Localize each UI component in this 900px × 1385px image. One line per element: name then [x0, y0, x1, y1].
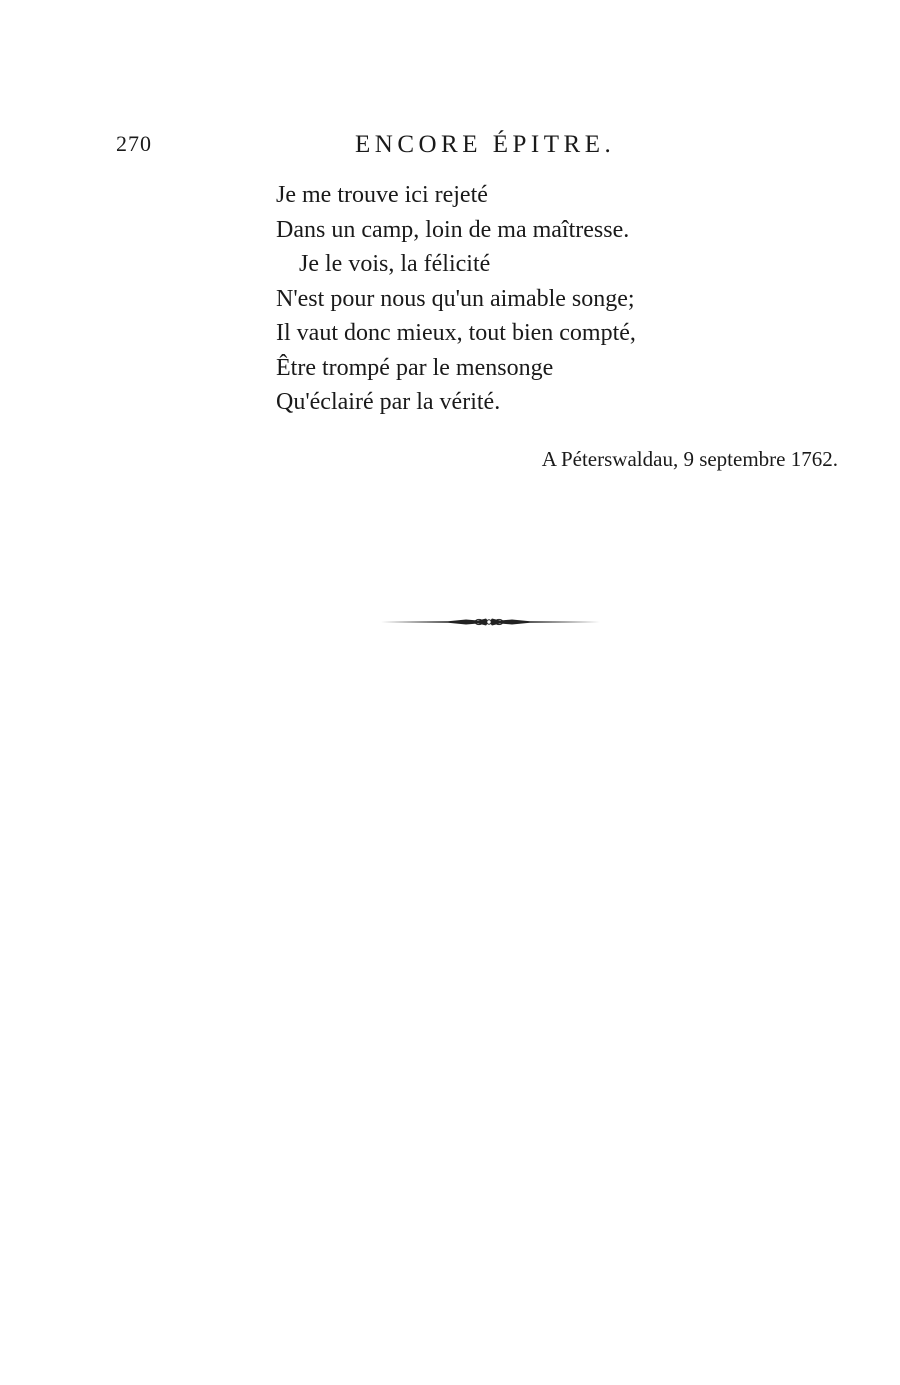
poem-line: Dans un camp, loin de ma maîtresse.: [276, 216, 630, 243]
poem-line: Je le vois, la félicité: [299, 251, 491, 277]
fleuron-rule-icon: [378, 615, 600, 629]
poem-line: Être trompé par le mensonge: [276, 354, 554, 381]
poem-line: Qu'éclairé par la vérité.: [276, 389, 501, 415]
poem-body: [276, 178, 636, 420]
page-number: 270: [116, 131, 152, 156]
running-title: ENCORE ÉPITRE.: [355, 131, 616, 158]
poem-line: N'est pour nous qu'un aimable songe;: [276, 285, 635, 312]
poem-line: Je me trouve ici rejeté: [276, 182, 488, 208]
poem-line: Il vaut donc mieux, tout bien compté,: [276, 320, 636, 346]
dateline: A Péterswaldau, 9 septembre 1762.: [541, 447, 838, 471]
